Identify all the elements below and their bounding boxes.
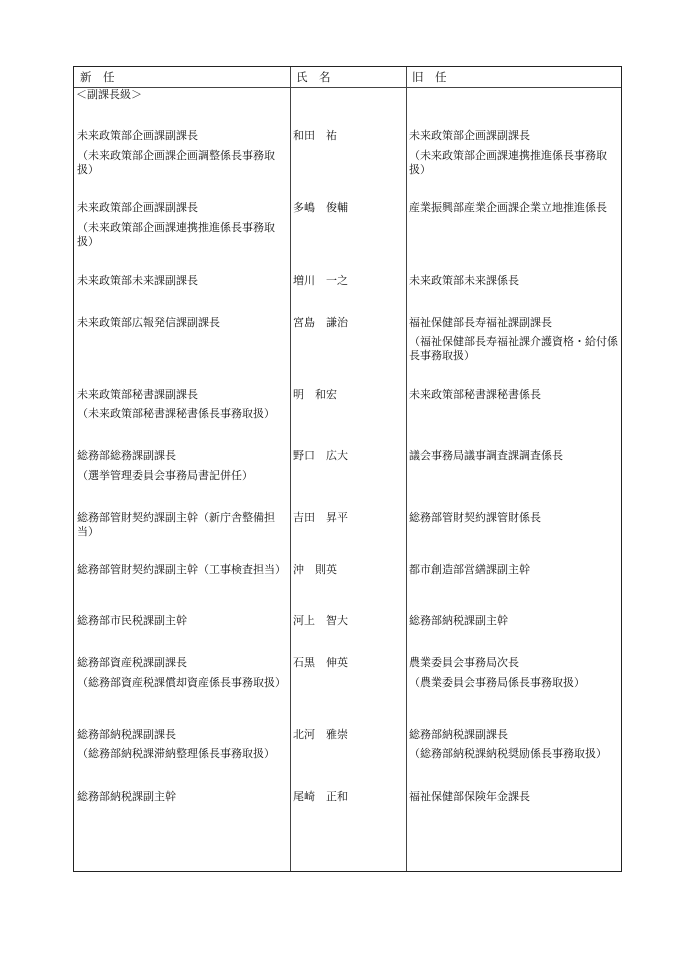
row-old-post: 総務部納税課副主幹 — [409, 614, 508, 627]
row-new-post: 総務部市民税課副主幹 — [77, 614, 187, 627]
row-name: 石黒 伸英 — [293, 656, 348, 669]
row-new-post-sub: （総務部納税課滞納整理係長事務取扱） — [77, 747, 275, 760]
row-new-post-sub: （未来政策部秘書課秘書係長事務取扱） — [77, 407, 275, 420]
row-new-post: 総務部納税課副課長 — [77, 728, 176, 741]
row-name: 和田 祐 — [293, 129, 337, 142]
row-new-post: 総務部管財契約課副主幹（新庁舎整備担当） — [77, 511, 275, 538]
column-divider-1 — [290, 67, 291, 871]
row-old-post: 議会事務局議事調査課調査係長 — [409, 449, 563, 462]
row-old-post: 福祉保健部長寿福祉課副課長 — [409, 316, 552, 329]
row-old-post: 総務部納税課副課長 — [409, 728, 508, 741]
row-new-post: 未来政策部秘書課副課長 — [77, 388, 198, 401]
row-name: 北河 雅崇 — [293, 728, 348, 741]
column-divider-2 — [406, 67, 407, 871]
row-name: 明 和宏 — [293, 388, 337, 401]
row-new-post: 未来政策部未来課副課長 — [77, 274, 198, 287]
row-new-post-sub: （総務部資産税課償却資産係長事務取扱） — [77, 676, 286, 689]
row-new-post: 未来政策部広報発信課副課長 — [77, 316, 220, 329]
row-new-post-sub: （選挙管理委員会事務局書記併任） — [77, 469, 253, 482]
row-old-post: 未来政策部秘書課秘書係長 — [409, 388, 541, 401]
row-old-post: 産業振興部産業企画課企業立地推進係長 — [409, 201, 607, 214]
row-name: 尾崎 正和 — [293, 790, 348, 803]
row-name: 吉田 昇平 — [293, 511, 348, 524]
row-old-post: 都市創造部営繕課副主幹 — [409, 563, 530, 576]
header-new-post: 新 任 — [80, 70, 115, 84]
row-name: 河上 智大 — [293, 614, 348, 627]
row-name: 野口 広大 — [293, 449, 348, 462]
row-new-post-sub: （未来政策部企画課企画調整係長事務取扱） — [77, 149, 275, 176]
row-new-post: 未来政策部企画課副課長 — [77, 201, 198, 214]
row-old-post: 農業委員会事務局次長 — [409, 656, 519, 669]
row-old-post: 総務部管財契約課管財係長 — [409, 511, 541, 524]
row-new-post-sub: （未来政策部企画課連携推進係長事務取扱） — [77, 221, 275, 248]
personnel-table — [73, 66, 622, 872]
row-old-post: 未来政策部未来課係長 — [409, 274, 519, 287]
header-name: 氏 名 — [296, 70, 331, 84]
section-label: ＜副課長級＞ — [76, 88, 142, 101]
row-old-post-sub: （総務部納税課納税奨励係長事務取扱） — [409, 747, 607, 760]
header-old-post: 旧 任 — [412, 70, 447, 84]
row-name: 沖 則英 — [293, 563, 337, 576]
row-new-post: 総務部総務課副課長 — [77, 449, 176, 462]
row-old-post-sub: （福祉保健部長寿福祉課介護資格・給付係長事務取扱） — [409, 335, 618, 362]
row-old-post: 未来政策部企画課副課長 — [409, 129, 530, 142]
row-name: 宮島 謙治 — [293, 316, 348, 329]
row-old-post-sub: （農業委員会事務局係長事務取扱） — [409, 676, 585, 689]
row-new-post: 総務部資産税課副課長 — [77, 656, 187, 669]
row-new-post: 未来政策部企画課副課長 — [77, 129, 198, 142]
row-new-post: 総務部納税課副主幹 — [77, 790, 176, 803]
row-name: 増川 一之 — [293, 274, 348, 287]
row-new-post: 総務部管財契約課副主幹（工事検査担当） — [77, 563, 286, 576]
header-divider — [74, 87, 621, 88]
row-name: 多嶋 俊輔 — [293, 201, 348, 214]
row-old-post-sub: （未来政策部企画課連携推進係長事務取扱） — [409, 149, 607, 176]
row-old-post: 福祉保健部保険年金課長 — [409, 790, 530, 803]
